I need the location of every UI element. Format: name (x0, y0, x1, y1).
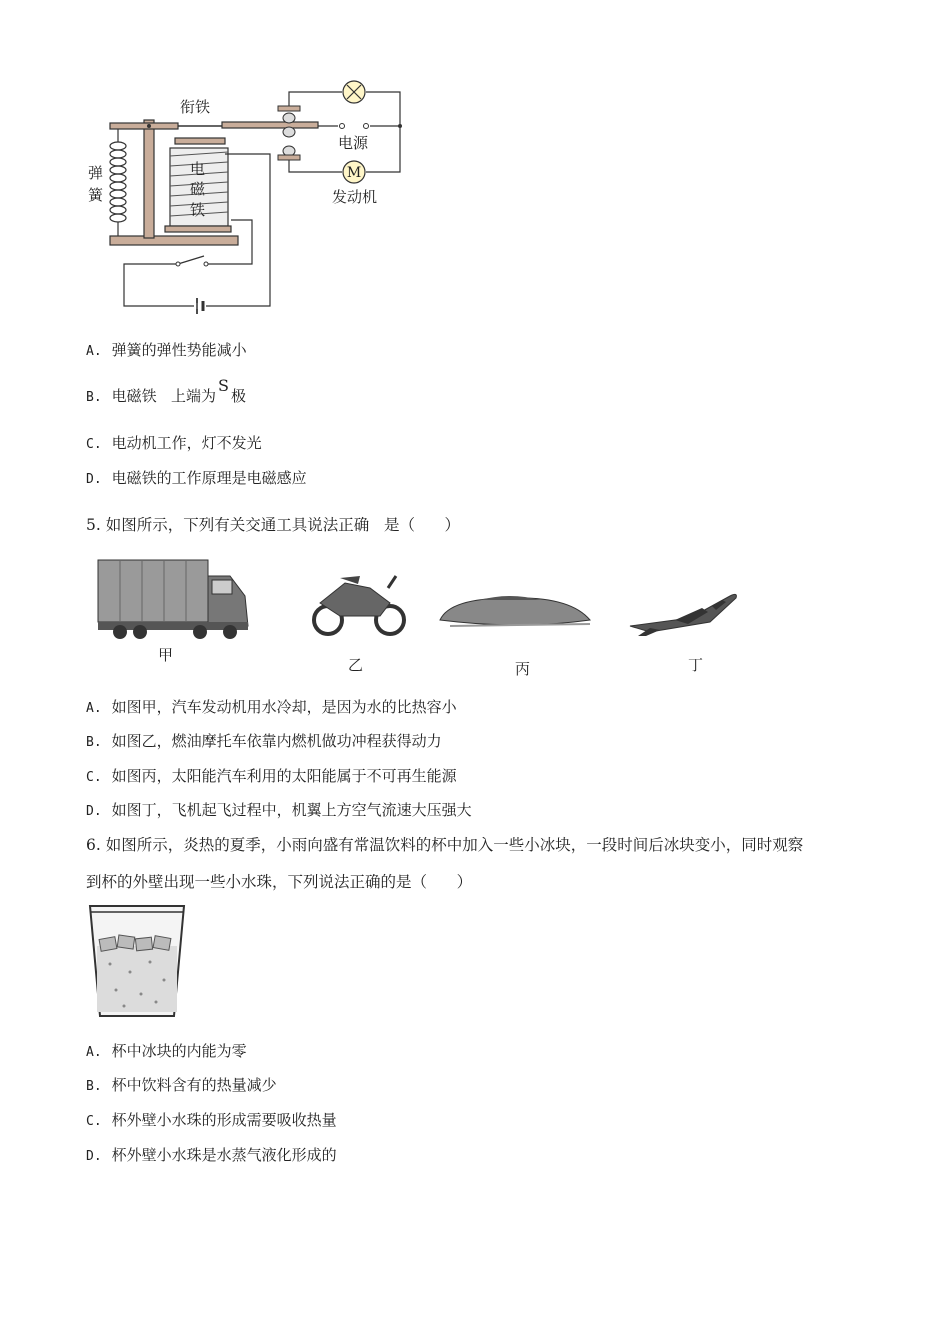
option-text-after: 极 (230, 387, 246, 405)
electromagnet-top-cap (175, 138, 225, 144)
option-text: 弹簧的弹性势能减小 (111, 341, 247, 359)
option-text: 电磁铁 上端为 (111, 387, 216, 405)
q4-option-d[interactable] (86, 468, 307, 490)
q5-stem: 5. 如图所示，下列有关交通工具说法正确 是（ ） (86, 516, 461, 534)
vehicle-label-ding: 丁 (688, 656, 704, 674)
relay-circuit-figure (80, 70, 420, 320)
option-letter: B. (86, 1079, 102, 1094)
airplane-image (630, 594, 736, 636)
pivot-bar (110, 123, 178, 129)
lamp-icon (343, 81, 365, 103)
motor-symbol: M (346, 165, 362, 181)
spring (110, 129, 126, 236)
truck-image (98, 560, 248, 639)
q5-option-a[interactable] (86, 697, 457, 719)
q6-stem-line-2: 到杯的外壁出现一些小水珠，下列说法正确的是（ ） (86, 873, 473, 891)
vehicle-label-jia: 甲 (158, 646, 174, 664)
q6-option-c[interactable] (86, 1110, 337, 1132)
option-text: 杯外壁小水珠是水蒸气液化形成的 (111, 1146, 337, 1164)
option-letter: A. (86, 701, 102, 716)
q5-option-c[interactable] (86, 766, 457, 788)
electromagnet-label-3: 铁 (190, 201, 206, 219)
vehicles-figure (90, 548, 760, 683)
option-text: 杯中饮料含有的热量减少 (111, 1076, 277, 1094)
option-text: 电动机工作，灯不发光 (111, 434, 262, 452)
q6-option-a[interactable] (86, 1041, 247, 1063)
option-text: 如图丁，飞机起飞过程中，机翼上方空气流速大压强大 (111, 801, 472, 819)
option-letter: C. (86, 770, 102, 785)
armature-label: 衔铁 (180, 98, 211, 116)
option-letter: A. (86, 344, 102, 359)
motor-icon (343, 161, 365, 183)
solar-car-image (440, 596, 590, 626)
base-plate (110, 236, 238, 245)
q4-option-c[interactable] (86, 433, 262, 455)
q4-option-b[interactable] (86, 376, 246, 408)
q6-option-b[interactable] (86, 1075, 277, 1097)
option-letter: D. (86, 1149, 102, 1164)
option-text: 电磁铁的工作原理是电磁感应 (111, 469, 307, 487)
option-text: 杯中冰块的内能为零 (111, 1042, 247, 1060)
spring-label-1: 弹 (88, 164, 104, 182)
electromagnet-label-1: 电 (190, 160, 206, 178)
motor-label: 发动机 (332, 188, 378, 206)
vehicle-label-bing: 丙 (515, 660, 531, 678)
motorcycle-image (314, 576, 404, 634)
option-letter: A. (86, 1045, 102, 1060)
option-letter: C. (86, 437, 102, 452)
q6-stem-line-1: 6. 如图所示，炎热的夏季，小雨向盛有常温饮料的杯中加入一些小冰块，一段时间后冰块变小，同时观察 (86, 836, 804, 854)
armature (222, 122, 318, 128)
option-text: 杯外壁小水珠的形成需要吸收热量 (111, 1111, 337, 1129)
option-letter: B. (86, 735, 102, 750)
q6-option-d[interactable] (86, 1145, 337, 1167)
option-letter: D. (86, 472, 102, 487)
option-superscript: S (217, 376, 229, 395)
option-letter: C. (86, 1114, 102, 1129)
q4-option-a[interactable] (86, 340, 247, 362)
vehicle-label-yi: 乙 (348, 656, 364, 674)
cup-with-ice-figure (86, 902, 188, 1022)
frame-post (144, 120, 154, 238)
option-text: 如图甲，汽车发动机用水冷却，是因为水的比热容小 (111, 698, 457, 716)
q5-option-b[interactable] (86, 731, 442, 753)
option-letter: B. (86, 390, 102, 405)
electromagnet-label-2: 磁 (190, 180, 206, 198)
power-label: 电源 (338, 134, 369, 152)
spring-label-2: 簧 (88, 186, 104, 204)
electromagnet-bottom-cap (165, 226, 231, 232)
option-letter: D. (86, 804, 102, 819)
option-text: 如图丙，太阳能汽车利用的太阳能属于不可再生能源 (111, 767, 457, 785)
q5-option-d[interactable] (86, 800, 472, 822)
option-text: 如图乙，燃油摩托车依靠内燃机做功冲程获得动力 (111, 732, 442, 750)
